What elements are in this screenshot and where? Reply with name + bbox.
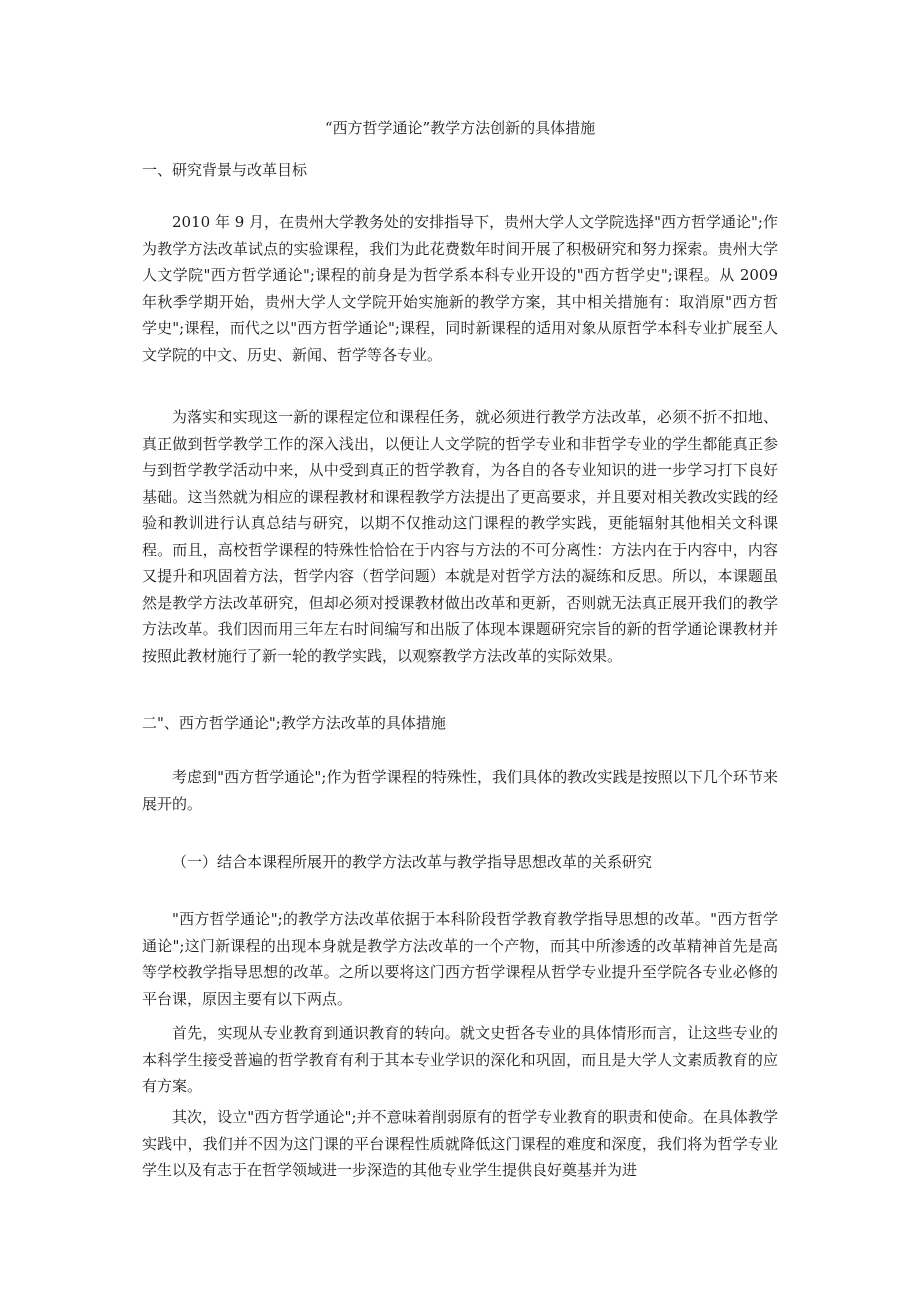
section-1-paragraph-2: 为落实和实现这一新的课程定位和课程任务，就必须进行教学方法改革，必须不折不扣地、真正做到哲学教学工作的深入浅出，以便让人文学院的哲学专业和非哲学专业的学生都能真正参与到哲学教学活动中来，从中受到真正的哲学教育，为各自的各专业知识的进一步学习打下良好基础。这当然就为相应的课程教材和课程教学方法提出了更高要求，并且要对相关教改实践的经验和教训进行认真总结与研究，以期不仅推动这门课程的教学实践，更能辐射其他相关文科课程。而且，高校哲学课程的特殊性恰恰在于内容与方法的不可分离性：方法内在于内容中，内容又提升和巩固着方法，哲学内容（哲学问题）本就是对哲学方法的凝练和反思。所以，本课题虽然是教学方法改革研究，但却必须对授课教材做出改革和更新，否则就无法真正展开我们的教学方法改革。我们因而用三年左右时间编写和出版了体现本课题研究宗旨的新的哲学通论课教材并按照此教材施行了新一轮的教学实践，以观察教学方法改革的实际效果。 [142,408,778,665]
subsection-1-paragraph-2: 首先，实现从专业教育到通识教育的转向。就文史哲各专业的具体情形而言，让这些专业的本科学生接受普遍的哲学教育有利于其本专业学识的深化和巩固，而且是大学人文素质教育的应有方案。 [142,1024,778,1095]
section-1-heading: 一、研究背景与改革目标 [142,161,308,179]
subsection-1-paragraph-1: "西方哲学通论";的教学方法改革依据于本科阶段哲学教育教学指导思想的改革。"西方哲学通论";这门新课程的出现本身就是教学方法改革的一个产物，而其中所渗透的改革精神首先是高等学校教学指导思想的改革。之所以要将这门西方哲学课程从哲学专业提升至学院各专业必修的平台课，原因主要有以下两点。 [142,910,778,1008]
section-2-intro: 考虑到"西方哲学通论";作为哲学课程的特殊性，我们具体的教改实践是按照以下几个环节来展开的。 [142,768,778,813]
subsection-1-heading: （一）结合本课程所展开的教学方法改革与教学指导思想改革的关系研究 [172,853,653,871]
subsection-1-paragraph-3: 其次，设立"西方哲学通论";并不意味着削弱原有的哲学专业教育的职责和使命。在具体教学实践中，我们并不因为这门课的平台课程性质就降低这门课程的难度和深度，我们将为哲学专业学生以及有志于在哲学领域进一步深造的其他专业学生提供良好奠基并为进 [142,1108,778,1179]
section-1-paragraph-1: 2010 年 9 月，在贵州大学教务处的安排指导下，贵州大学人文学院选择"西方哲学通论";作为教学方法改革试点的实验课程，我们为此花费数年时间开展了积极研究和努力探索。贵州大学人文学院"西方哲学通论";课程的前身是为哲学系本科专业开设的"西方哲学史";课程。从 2009 年秋季学期开始，贵州大学人文学院开始实施新的教学方案，其中相关措施有：取消原"西方哲学史";课程，而代之以"西方哲学通论";课程，同时新课程的适用对象从原哲学本科专业扩展至人文学院的中文、历史、新闻、哲学等各专业。 [142,213,778,364]
document-title: “西方哲学通论”教学方法创新的具体措施 [324,119,596,137]
section-2-heading: 二"、西方哲学通论";教学方法改革的具体措施 [142,714,446,732]
